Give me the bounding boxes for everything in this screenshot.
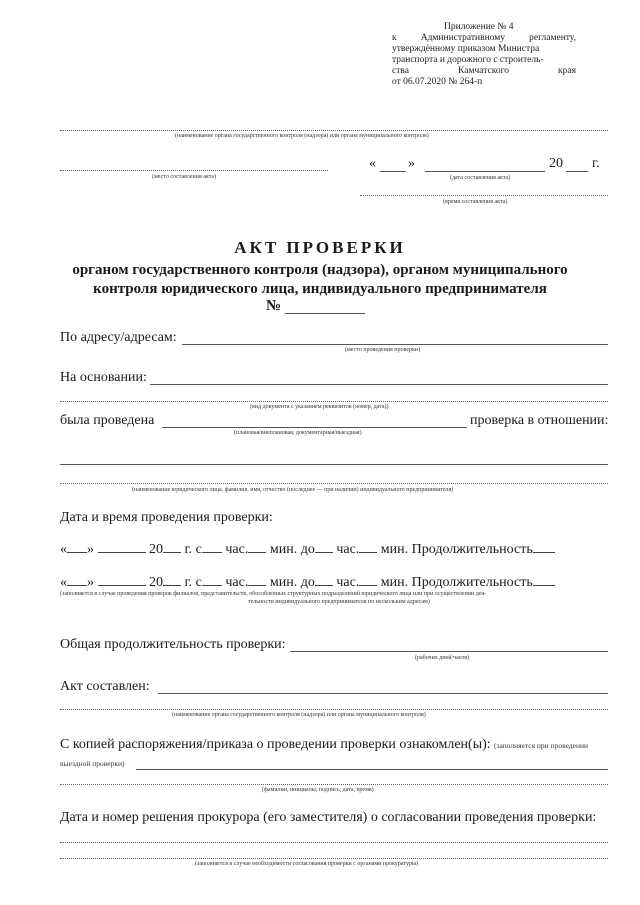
hour-label-2: час. (336, 575, 360, 590)
total-duration-field[interactable] (290, 651, 608, 652)
compiled-field[interactable] (158, 693, 608, 694)
regarding-label: проверка в отношении: (470, 413, 609, 428)
copy-label: С копией распоряжения/приказа о проведении проверки ознакомлен(ы): (60, 737, 491, 752)
month-field[interactable] (98, 540, 146, 553)
to-hour-field[interactable] (315, 540, 333, 553)
duration-field[interactable] (533, 540, 555, 553)
quote-open: « (60, 542, 67, 557)
subject-field-line-2[interactable] (60, 483, 608, 484)
signature-caption: (фамилии, инициалы, подпись, дата, время) (262, 787, 374, 793)
title-line-3: контроля юридического лица, индивидуального предпринимателя (93, 281, 547, 297)
place-field[interactable] (60, 170, 328, 171)
appendix-word: к (392, 33, 397, 43)
quote-close: » (87, 575, 94, 590)
min-to-label: мин. до (269, 542, 315, 557)
basis-field-line-2[interactable] (60, 401, 608, 402)
date-year-suffix: г. (592, 156, 600, 171)
branches-caption-1: (заполняется в случае проведения проверок филиалов, представительств, обособленных структурных подразделений юридического лица или при осуществлении дея- (60, 591, 487, 597)
address-label: По адресу/адресам: (60, 330, 177, 345)
inspection-kind-caption: (плановая/внеплановая, документарная/выездная) (234, 430, 362, 436)
copy-field[interactable] (136, 769, 608, 770)
from-label: г. с (184, 542, 202, 557)
duration-label: мин. Продолжительность (380, 575, 533, 590)
year-prefix: 20 (149, 575, 163, 590)
hour-label-2: час. (336, 542, 360, 557)
min-to-label: мин. до (269, 575, 315, 590)
from-label: г. с (184, 575, 202, 590)
appendix-word: Камчатского (458, 66, 509, 76)
basis-label: На основании: (60, 370, 147, 385)
to-min-field[interactable] (359, 540, 377, 553)
year-field[interactable] (163, 573, 181, 586)
prosecutor-field-line-2[interactable] (60, 858, 608, 859)
subject-caption: (наименование юридического лица, фамилия, имя, отчество (последнее — при наличии) индивидуального предпринимателя) (132, 487, 454, 493)
year-prefix: 20 (149, 542, 163, 557)
from-hour-field[interactable] (202, 573, 222, 586)
from-min-field[interactable] (248, 573, 266, 586)
date-year-prefix: 20 (549, 156, 563, 171)
address-field[interactable] (182, 344, 608, 345)
appendix-line: от 06.07.2020 № 264-п (392, 77, 483, 87)
appendix-word: ства (392, 66, 409, 76)
page-title: АКТ ПРОВЕРКИ (234, 238, 406, 257)
conducted-label: была проведена (60, 413, 155, 428)
duration-field[interactable] (533, 573, 555, 586)
appendix-word: Административному (420, 33, 506, 43)
appendix-line: утверждённому приказом Министра (392, 44, 540, 54)
basis-field[interactable] (150, 384, 608, 385)
from-min-field[interactable] (248, 540, 266, 553)
time-caption: (время составления акта) (443, 199, 508, 205)
place-caption: (место составления акта) (152, 174, 217, 180)
number-sign: № (266, 298, 282, 314)
copy-note-a: (заполняется при проведении (494, 741, 588, 750)
organ-field[interactable] (60, 130, 608, 131)
hour-label: час. (225, 542, 249, 557)
date-month-field[interactable] (425, 171, 545, 172)
quote-open: « (60, 575, 67, 590)
days-caption: (рабочих дней/часов) (415, 655, 470, 661)
day-field[interactable] (67, 573, 87, 586)
time-row-2 (60, 573, 555, 591)
branches-caption-2: тельности индивидуального предпринимателя по нескольким адресам) (248, 599, 430, 605)
appendix-word: края (558, 66, 576, 76)
appendix-line: транспорта и дорожного с строитель- (392, 55, 544, 65)
inspection-kind-field[interactable] (162, 427, 467, 428)
day-field[interactable] (67, 540, 87, 553)
date-day-field[interactable] (380, 171, 406, 172)
time-field[interactable] (360, 195, 608, 196)
to-hour-field[interactable] (315, 573, 333, 586)
appendix-block (392, 22, 576, 88)
hour-label: час. (225, 575, 249, 590)
date-open-quote: « (369, 156, 376, 171)
datetime-label: Дата и время проведения проверки: (60, 510, 273, 525)
subject-field[interactable] (60, 464, 608, 465)
appendix-line (392, 33, 576, 44)
prosecutor-caption: (заполняется в случае необходимости согласования проверки с органами прокуратуры) (195, 861, 418, 867)
total-duration-label: Общая продолжительность проверки: (60, 637, 286, 652)
month-field[interactable] (98, 573, 146, 586)
compiled-field-line-2[interactable] (60, 709, 608, 710)
year-field[interactable] (163, 540, 181, 553)
date-caption: (дата составления акта) (450, 175, 511, 181)
organ-caption: (наименование органа государственного контроля (надзора) или органа муниципального контроля) (175, 133, 429, 139)
copy-field-line-2[interactable] (60, 784, 608, 785)
prosecutor-label: Дата и номер решения прокурора (его заместителя) о согласовании проведения проверки: (60, 810, 597, 825)
from-hour-field[interactable] (202, 540, 222, 553)
act-number-field[interactable] (285, 313, 365, 314)
appendix-line (392, 66, 576, 77)
to-min-field[interactable] (359, 573, 377, 586)
inspectors-caption: (наименование органа государственного контроля (надзора) или органа муниципального контроля) (172, 712, 426, 718)
time-row-1 (60, 540, 555, 558)
appendix-line: Приложение № 4 (444, 22, 514, 32)
basis-caption: (вид документа с указанием реквизитов (номер, дата)) (250, 404, 389, 410)
appendix-word: регламенту, (529, 33, 576, 43)
date-year-field[interactable] (566, 171, 588, 172)
address-caption: (место проведения проверки) (345, 347, 421, 353)
date-close-quote: » (408, 156, 415, 171)
title-line-2: органом государственного контроля (надзора), органом муниципального (72, 262, 568, 278)
prosecutor-field[interactable] (60, 842, 608, 843)
copy-note-b: выездной проверки) (60, 759, 125, 768)
compiled-label: Акт составлен: (60, 679, 150, 694)
duration-label: мин. Продолжительность (380, 542, 533, 557)
quote-close: » (87, 542, 94, 557)
